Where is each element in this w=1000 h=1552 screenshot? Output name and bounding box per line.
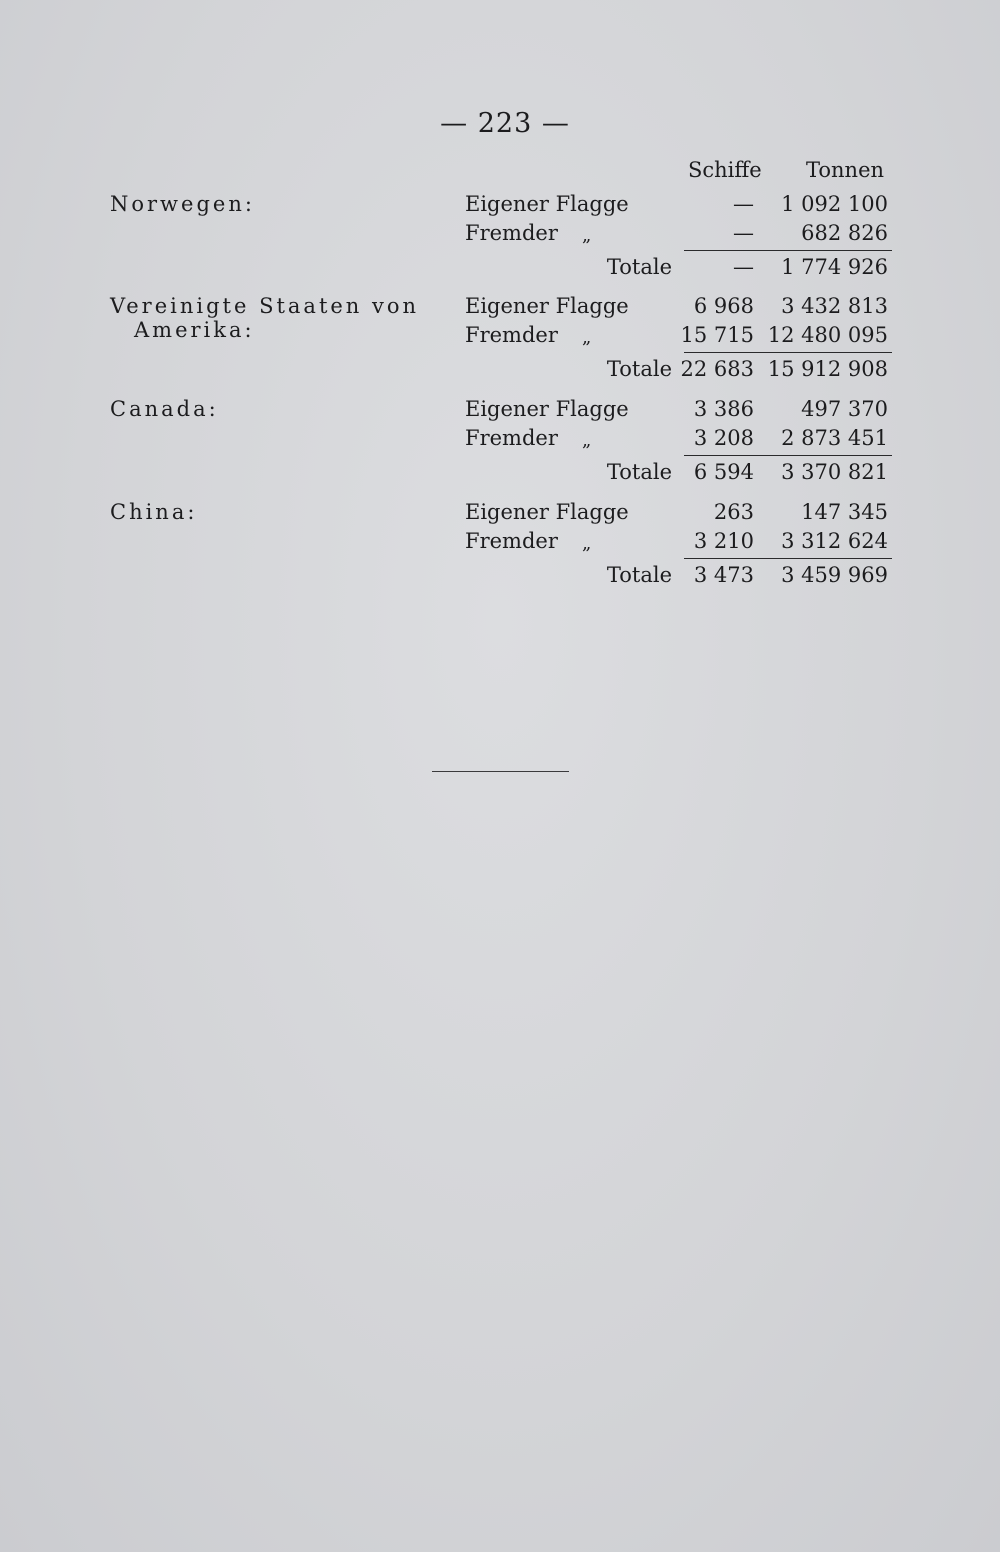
tonnen-value: 682 826 xyxy=(801,221,888,245)
schiffe-value: — xyxy=(733,221,754,245)
ditto-mark: „ xyxy=(582,533,592,554)
tonnen-value: 3 370 821 xyxy=(781,460,888,484)
row-label: Fremder xyxy=(465,221,558,245)
sum-rule xyxy=(684,352,892,353)
country-name: Vereinigte Staaten von xyxy=(110,294,420,318)
total-label: Totale xyxy=(606,563,672,587)
row-label: Fremder xyxy=(465,529,558,553)
table-row-own-flag xyxy=(0,397,1000,427)
table-row-foreign-flag xyxy=(0,529,1000,559)
tonnen-value: 1 092 100 xyxy=(781,192,888,216)
row-label: Eigener Flagge xyxy=(465,294,629,318)
row-label: Fremder xyxy=(465,323,558,347)
sum-rule xyxy=(684,558,892,559)
row-label: Eigener Flagge xyxy=(465,192,629,216)
table-row-total xyxy=(0,255,1000,285)
table-row-own-flag xyxy=(0,192,1000,222)
tonnen-value: 2 873 451 xyxy=(781,426,888,450)
ditto-mark: „ xyxy=(582,430,592,451)
total-label: Totale xyxy=(606,255,672,279)
ditto-mark: „ xyxy=(582,327,592,348)
schiffe-value: — xyxy=(733,192,754,216)
total-label: Totale xyxy=(606,460,672,484)
sum-rule xyxy=(684,455,892,456)
column-header-tonnen: Tonnen xyxy=(806,158,885,182)
schiffe-value: 6 968 xyxy=(693,294,754,318)
table-row-own-flag xyxy=(0,294,1000,324)
table-row-total xyxy=(0,563,1000,593)
row-label: Fremder xyxy=(465,426,558,450)
page-number: — 223 — xyxy=(440,108,570,139)
tonnen-value: 3 312 624 xyxy=(781,529,888,553)
country-name: Canada: xyxy=(110,397,219,421)
tonnen-value: 3 459 969 xyxy=(781,563,888,587)
table-row-own-flag xyxy=(0,500,1000,530)
schiffe-value: 3 473 xyxy=(693,563,754,587)
table-row-foreign-flag xyxy=(0,221,1000,251)
schiffe-value: 3 208 xyxy=(693,426,754,450)
row-label: Eigener Flagge xyxy=(465,500,629,524)
schiffe-value: 15 715 xyxy=(680,323,754,347)
tonnen-value: 3 432 813 xyxy=(781,294,888,318)
total-label: Totale xyxy=(606,357,672,381)
ditto-mark: „ xyxy=(582,225,592,246)
schiffe-value: 6 594 xyxy=(693,460,754,484)
schiffe-value: 3 386 xyxy=(693,397,754,421)
country-name: China: xyxy=(110,500,198,524)
table-row-foreign-flag xyxy=(0,426,1000,456)
country-name: Norwegen: xyxy=(110,192,255,216)
table-row-total xyxy=(0,460,1000,490)
tonnen-value: 147 345 xyxy=(801,500,888,524)
schiffe-value: 22 683 xyxy=(680,357,754,381)
country-name-continued: Amerika: xyxy=(134,318,255,342)
tonnen-value: 497 370 xyxy=(801,397,888,421)
column-header-schiffe: Schiffe xyxy=(688,158,762,182)
tonnen-value: 1 774 926 xyxy=(781,255,888,279)
schiffe-value: 263 xyxy=(713,500,754,524)
table-row-total xyxy=(0,357,1000,387)
schiffe-value: 3 210 xyxy=(693,529,754,553)
tonnen-value: 12 480 095 xyxy=(767,323,888,347)
sum-rule xyxy=(684,250,892,251)
tonnen-value: 15 912 908 xyxy=(767,357,888,381)
table-row-foreign-flag xyxy=(0,323,1000,353)
row-label: Eigener Flagge xyxy=(465,397,629,421)
end-of-section-rule xyxy=(432,771,569,772)
schiffe-value: — xyxy=(733,255,754,279)
